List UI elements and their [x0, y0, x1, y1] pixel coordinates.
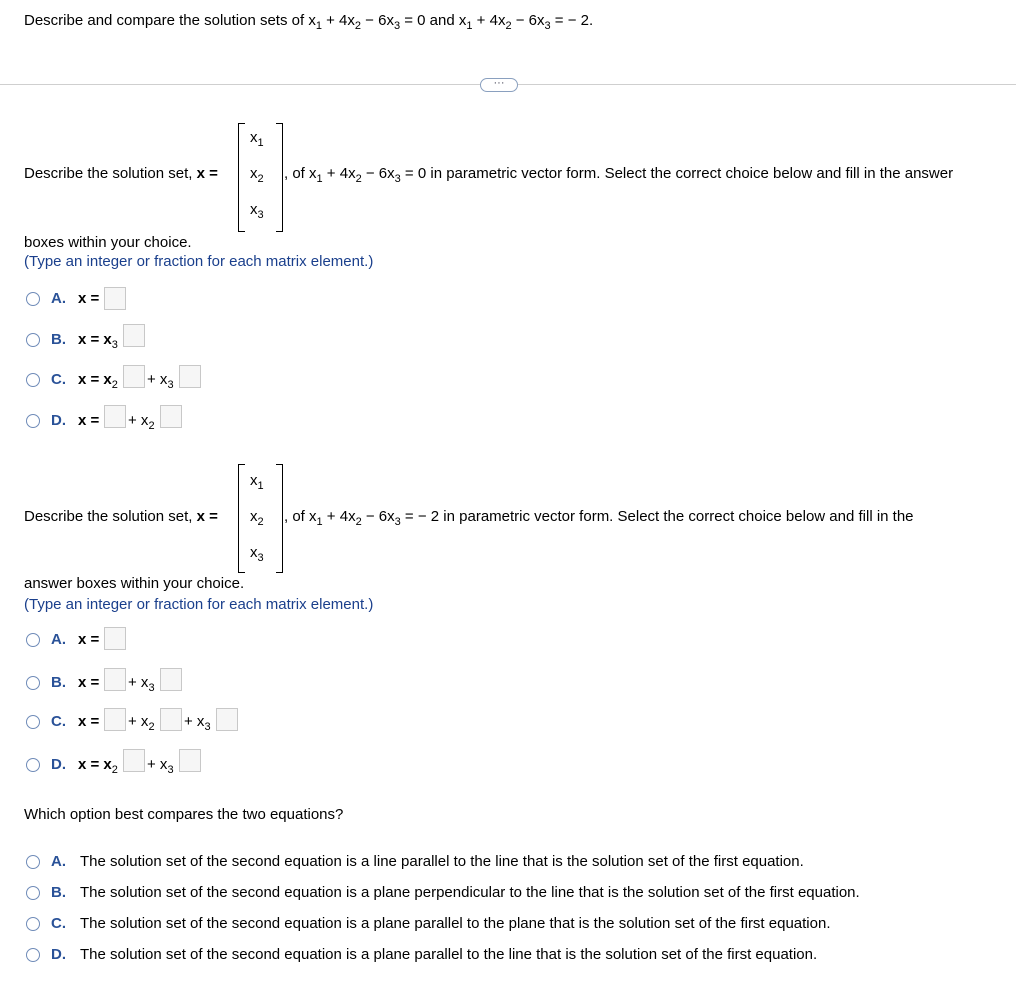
part3-radio-c[interactable]: [26, 917, 40, 931]
part2-prompt: [24, 508, 218, 525]
part2-after: , of x: [284, 508, 317, 525]
part1-answer-box-c1[interactable]: [123, 365, 145, 388]
part1-line2: boxes within your choice.: [24, 234, 192, 251]
part2-letter-c: C.: [51, 713, 66, 730]
part1-expr-d-mid: + $x_2$: [128, 412, 155, 432]
part1-radio-d[interactable]: [26, 414, 40, 428]
part3-option-c-text: The solution set of the second equation is a plane parallel to the plane that is the solution set of the first equation.: [80, 915, 831, 932]
part1-radio-a[interactable]: [26, 292, 40, 306]
part2-letter-a: A.: [51, 631, 66, 648]
title-and: and x: [425, 12, 467, 29]
part1-matrix-x3: $x_3$: [250, 201, 264, 221]
part2-matrix-x1: $x_1$: [250, 472, 264, 492]
part1-expr-d: x =: [78, 412, 100, 429]
part3-letter-a: A.: [51, 853, 66, 870]
part2-expr-b: x =: [78, 674, 100, 691]
part2-answer-box-c2[interactable]: [160, 708, 182, 731]
part1-answer-box-c2[interactable]: [179, 365, 201, 388]
part2-instruction: (Type an integer or fraction for each matrix element.): [24, 596, 374, 613]
part1-instruction: (Type an integer or fraction for each matrix element.): [24, 253, 374, 270]
part1-tail: in parametric vector form. Select the correct choice below and fill in the answer: [426, 165, 954, 182]
part2-matrix-x2: $x_2$: [250, 508, 264, 528]
part2-matrix-x3: $x_3$: [250, 544, 264, 564]
part2-expr-b-mid: + $x_3$: [128, 674, 155, 694]
part2-answer-box-b2[interactable]: [160, 668, 182, 691]
part2-answer-box-c1[interactable]: [104, 708, 126, 731]
part3-radio-b[interactable]: [26, 886, 40, 900]
part1-expr-a: x =: [78, 290, 100, 307]
part1-letter-a: A.: [51, 290, 66, 307]
part1-x-eq: x =: [196, 165, 218, 182]
part3-option-b-text: The solution set of the second equation is a plane perpendicular to the line that is the solution set of the first equation.: [80, 884, 860, 901]
part2-radio-b[interactable]: [26, 676, 40, 690]
part3-letter-d: D.: [51, 946, 66, 963]
part2-answer-box-d1[interactable]: [123, 749, 145, 772]
part1-matrix-left-bracket: [238, 123, 245, 232]
part2-expr-c-mid2: + $x_3$: [184, 713, 211, 733]
part2-letter-d: D.: [51, 756, 66, 773]
part1-prompt-lead: Describe the solution set,: [24, 165, 197, 182]
part2-letter-b: B.: [51, 674, 66, 691]
part1-expr-b: $x = x_3$: [78, 331, 118, 351]
part1-radio-c[interactable]: [26, 373, 40, 387]
part1-letter-b: B.: [51, 331, 66, 348]
part1-expr-c: $x = x_2$: [78, 371, 118, 391]
part1-radio-b[interactable]: [26, 333, 40, 347]
part3-letter-b: B.: [51, 884, 66, 901]
part2-expr-d: $x = x_2$: [78, 756, 118, 776]
part2-matrix-right-bracket: [276, 464, 283, 573]
part2-x-eq: x =: [196, 508, 218, 525]
part1-answer-box-d2[interactable]: [160, 405, 182, 428]
part1-answer-box-b1[interactable]: [123, 324, 145, 347]
part2-line2: answer boxes within your choice.: [24, 575, 245, 592]
part2-radio-d[interactable]: [26, 758, 40, 772]
part3-option-d-text: The solution set of the second equation is a plane parallel to the line that is the solution set of the first equation.: [80, 946, 818, 963]
part1-expr-c-mid: + $x_3$: [147, 371, 174, 391]
part3-question: Which option best compares the two equations?: [24, 806, 344, 823]
part2-answer-box-c3[interactable]: [216, 708, 238, 731]
part2-equation-tail: , of $x_1 + 4x_2 - 6x_3$ = − 2 in parametric vector form. Select the correct choice below and fill in the: [284, 508, 914, 528]
part3-radio-a[interactable]: [26, 855, 40, 869]
more-button[interactable]: ···: [480, 78, 518, 92]
part3-letter-c: C.: [51, 915, 66, 932]
part1-answer-box-a1[interactable]: [104, 287, 126, 310]
part2-expr-c-mid: + $x_2$: [128, 713, 155, 733]
part1-answer-box-d1[interactable]: [104, 405, 126, 428]
part2-answer-box-b1[interactable]: [104, 668, 126, 691]
part2-expr-c: x =: [78, 713, 100, 730]
part2-radio-a[interactable]: [26, 633, 40, 647]
title-lead: Describe and compare the solution sets of x: [24, 12, 316, 29]
part2-tail: in parametric vector form. Select the correct choice below and fill in the: [439, 508, 914, 525]
part1-after: , of x: [284, 165, 317, 182]
part1-letter-d: D.: [51, 412, 66, 429]
part1-matrix-x2: $x_2$: [250, 165, 264, 185]
part2-answer-box-d2[interactable]: [179, 749, 201, 772]
part2-matrix-left-bracket: [238, 464, 245, 573]
part3-option-a-text: The solution set of the second equation is a line parallel to the line that is the solution set of the first equation.: [80, 853, 804, 870]
part2-radio-c[interactable]: [26, 715, 40, 729]
part1-prompt: [24, 165, 218, 182]
part1-matrix-x1: $x_1$: [250, 129, 264, 149]
part1-letter-c: C.: [51, 371, 66, 388]
part2-answer-box-a1[interactable]: [104, 627, 126, 650]
part2-expr-d-mid: + $x_3$: [147, 756, 174, 776]
page-title: Describe and compare the solution sets of $x_1 + 4x_2 - 6x_3 = 0$ and $x_1 + 4x_2 - 6x_3$ = − 2.: [24, 12, 594, 32]
part2-prompt-lead: Describe the solution set,: [24, 508, 197, 525]
part1-equation-tail: , of $x_1 + 4x_2 - 6x_3 = 0$ in parametric vector form. Select the correct choice below and fill in the answer: [284, 165, 954, 185]
part3-radio-d[interactable]: [26, 948, 40, 962]
part2-expr-a: x =: [78, 631, 100, 648]
part1-matrix-right-bracket: [276, 123, 283, 232]
